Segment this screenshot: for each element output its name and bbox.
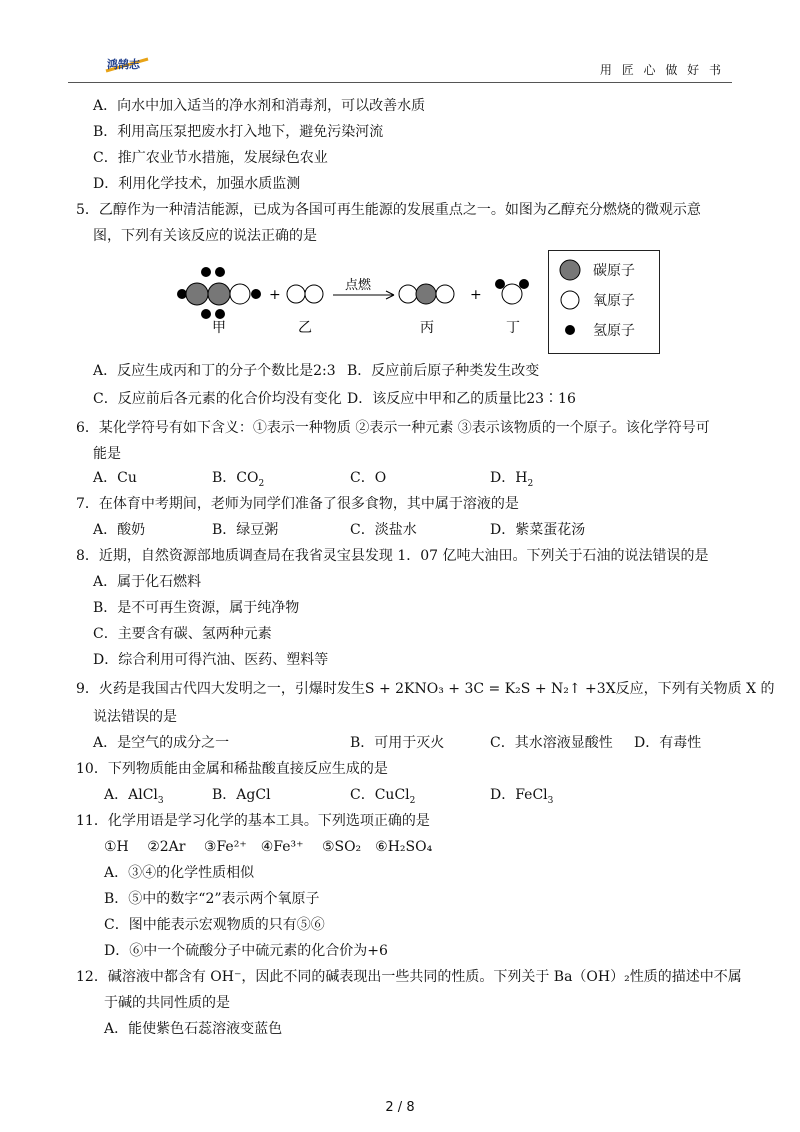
arrow-label: 点燃 [345,278,372,293]
q11-option-c: C．图中能表示宏观物质的只有⑤⑥ [104,917,325,933]
q5-option-d: D．该反应中甲和乙的质量比23∶16 [347,391,576,407]
q6-option-c: C．O [350,470,387,486]
q9-option-c: C．其水溶液显酸性 [490,735,613,751]
reaction-diagram [170,262,540,342]
diagram-legend [548,250,660,354]
q4-option-c: C．推广农业节水措施，发展绿色农业 [93,150,328,166]
q8-option-c: C．主要含有碳、氢两种元素 [93,626,272,642]
q5-option-a: A．反应生成丙和丁的分子个数比是2:3 [93,363,336,379]
q8-option-d: D．综合利用可得汽油、医药、塑料等 [93,652,329,668]
q11-option-b: B．⑤中的数字“2”表示两个氧原子 [104,891,320,907]
q6-option-b: B．$CO_2$ [212,470,265,489]
q9-option-d: D．有毒性 [634,735,702,751]
ethanol-molecule [177,267,261,319]
q9-option-b: B．可用于灭火 [350,735,445,751]
publisher-logo [104,55,150,75]
plus-sign-2: + [470,287,482,303]
label-jia: 甲 [212,320,226,336]
q8-stem: 8．近期，自然资源部地质调查局在我省灵宝县发现 1．07 亿吨大油田。下列关于石油的说法错误的是 [76,548,709,564]
legend-hydrogen: 氢原子 [559,319,635,341]
q9-option-a: A．是空气的成分之一 [93,735,230,751]
q6-stem: 6．某化学符号有如下含义：①表示一种物质 ②表示一种元素 ③表示该物质的一个原子。该化学符号可 [76,420,710,436]
q7-option-b: B．绿豆粥 [212,522,279,538]
q10-option-d: D．FeCl$_3$ [490,787,554,806]
q8-option-b: B．是不可再生资源，属于纯净物 [93,600,300,616]
header-slogan: 用 匠 心 做 好 书 [599,63,724,77]
q12-option-a: A．能使紫色石蕊溶液变蓝色 [104,1021,283,1037]
q9-stem-cont: 说法错误的是 [93,709,177,725]
q6-option-d: D．$H_2$ [490,470,534,489]
q7-option-c: C．淡盐水 [350,522,417,538]
oxygen-molecule [287,285,323,303]
page-number: 2 / 8 [385,1100,415,1115]
q10-option-c: C．CuCl$_2$ [350,787,416,806]
q6-stem-cont: 能是 [93,446,121,462]
label-ding: 丁 [506,320,520,336]
q10-option-a: A．AlCl$_3$ [104,787,164,806]
q4-option-b: B．利用高压泵把废水打入地下，避免污染河流 [93,124,384,140]
legend-carbon: 碳原子 [559,259,635,281]
q7-option-d: D．紫菜蛋花汤 [490,522,586,538]
q11-stem: 11．化学用语是学习化学的基本工具。下列选项正确的是 [76,813,430,829]
q4-option-d: D．利用化学技术，加强水质监测 [93,176,301,192]
q7-stem: 7．在体育中考期间，老师为同学们准备了很多食物，其中属于溶液的是 [76,496,519,512]
q10-option-b: B．AgCl [212,787,271,803]
reaction-arrow [333,277,394,299]
q10-stem: 10．下列物质能由金属和稀盐酸直接反应生成的是 [76,761,388,777]
legend-oxygen: 氧原子 [559,289,635,311]
q11-option-d: D．⑥中一个硫酸分子中硫元素的化合价为+6 [104,943,388,959]
label-bing: 丙 [420,320,434,336]
oxygen-atom-icon [559,289,581,311]
hydrogen-atom-icon [559,319,581,341]
q7-option-a: A．酸奶 [93,522,146,538]
q12-stem: 12．碱溶液中都含有 OH⁻，因此不同的碱表现出一些共同的性质。下列关于 Ba（OH）₂性质的描述中不属 [76,969,742,985]
q12-stem-cont: 于碱的共同性质的是 [104,995,230,1011]
q5-option-b: B．反应前后原子种类发生改变 [347,363,540,379]
q11-items: ①H ②2Ar ③Fe²⁺ ④Fe³⁺ ⑤SO₂ ⑥H₂SO₄ [104,839,433,855]
q5-option-c: C．反应前后各元素的化合价均没有变化 [93,391,342,407]
plus-sign-1: + [269,287,281,303]
q5-stem: 5．乙醇作为一种清洁能源，已成为各国可再生能源的发展重点之一。如图为乙醇充分燃烧的微观示意 [76,202,701,218]
q6-option-a: A．Cu [93,470,137,486]
q11-option-a: A．③④的化学性质相似 [104,865,255,881]
header-divider [68,82,732,83]
q4-option-a: A．向水中加入适当的净水剂和消毒剂，可以改善水质 [93,98,426,114]
logo-text: 鸿鹄志 [107,58,140,71]
q9-equation: S + 2KNO₃ + 3C = K₂S + N₂↑ +3X [364,681,616,697]
q8-option-a: A．属于化石燃料 [93,574,202,590]
water-molecule [495,279,529,304]
q5-stem-cont: 图，下列有关该反应的说法正确的是 [93,228,317,244]
label-yi: 乙 [298,320,312,336]
carbon-atom-icon [559,259,581,281]
co2-molecule [399,284,454,304]
q9-stem: 9．火药是我国古代四大发明之一，引爆时发生S + 2KNO₃ + 3C = K₂S + N₂↑ +3X反应，下列有关物质 X 的 [76,681,775,697]
